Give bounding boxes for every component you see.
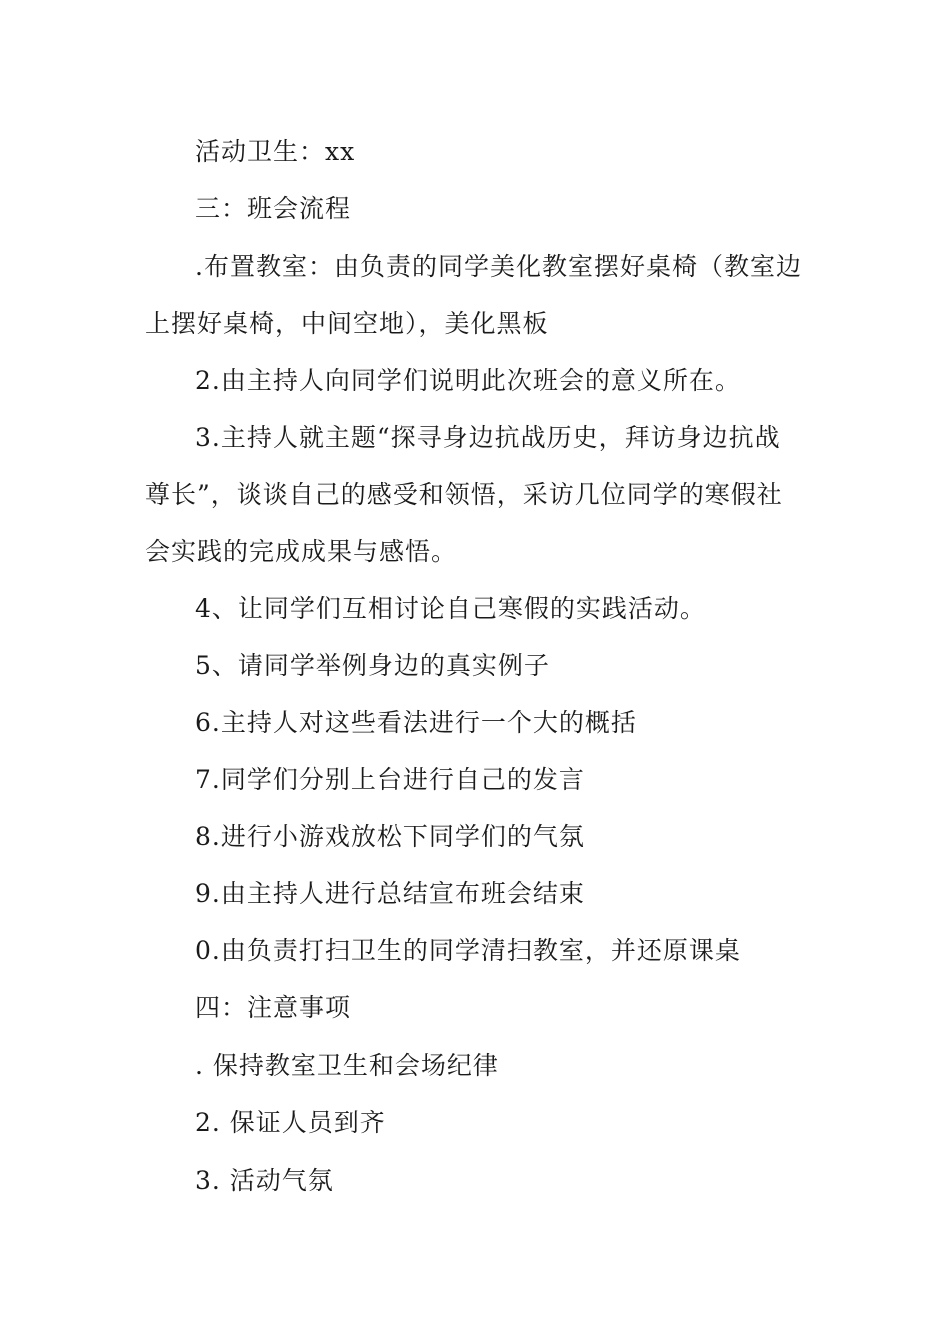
section-heading-notes: 四：注意事项 <box>195 993 352 1022</box>
step-1-line-1: .布置教室：由负责的同学美化教室摆好桌椅（教室边 <box>195 252 802 281</box>
step-8: 8.进行小游戏放松下同学们的气氛 <box>195 822 585 851</box>
step-3-line-1: 3.主持人就主题“探寻身边抗战历史，拜访身边抗战 <box>195 423 781 452</box>
step-7: 7.同学们分别上台进行自己的发言 <box>195 765 585 794</box>
step-1-line-2: 上摆好桌椅，中间空地），美化黑板 <box>145 309 549 338</box>
step-2: 2.由主持人向同学们说明此次班会的意义所在。 <box>195 366 741 395</box>
step-5: 5、请同学举例身边的真实例子 <box>195 651 550 680</box>
step-6: 6.主持人对这些看法进行一个大的概括 <box>195 708 637 737</box>
step-4: 4、让同学们互相讨论自己寒假的实践活动。 <box>195 594 706 623</box>
note-1: . 保持教室卫生和会场纪律 <box>195 1051 499 1080</box>
activity-hygiene-line: 活动卫生：xx <box>195 137 356 166</box>
step-10: 0.由负责打扫卫生的同学清扫教室，并还原课桌 <box>195 936 741 965</box>
step-3-line-2: 尊长”，谈谈自己的感受和领悟，采访几位同学的寒假社 <box>145 480 783 509</box>
note-3: 3. 活动气氛 <box>195 1166 334 1195</box>
step-9: 9.由主持人进行总结宣布班会结束 <box>195 879 585 908</box>
step-3-line-3: 会实践的完成成果与感悟。 <box>145 537 458 566</box>
note-2: 2. 保证人员到齐 <box>195 1108 386 1137</box>
section-heading-class-process: 三：班会流程 <box>195 194 352 223</box>
